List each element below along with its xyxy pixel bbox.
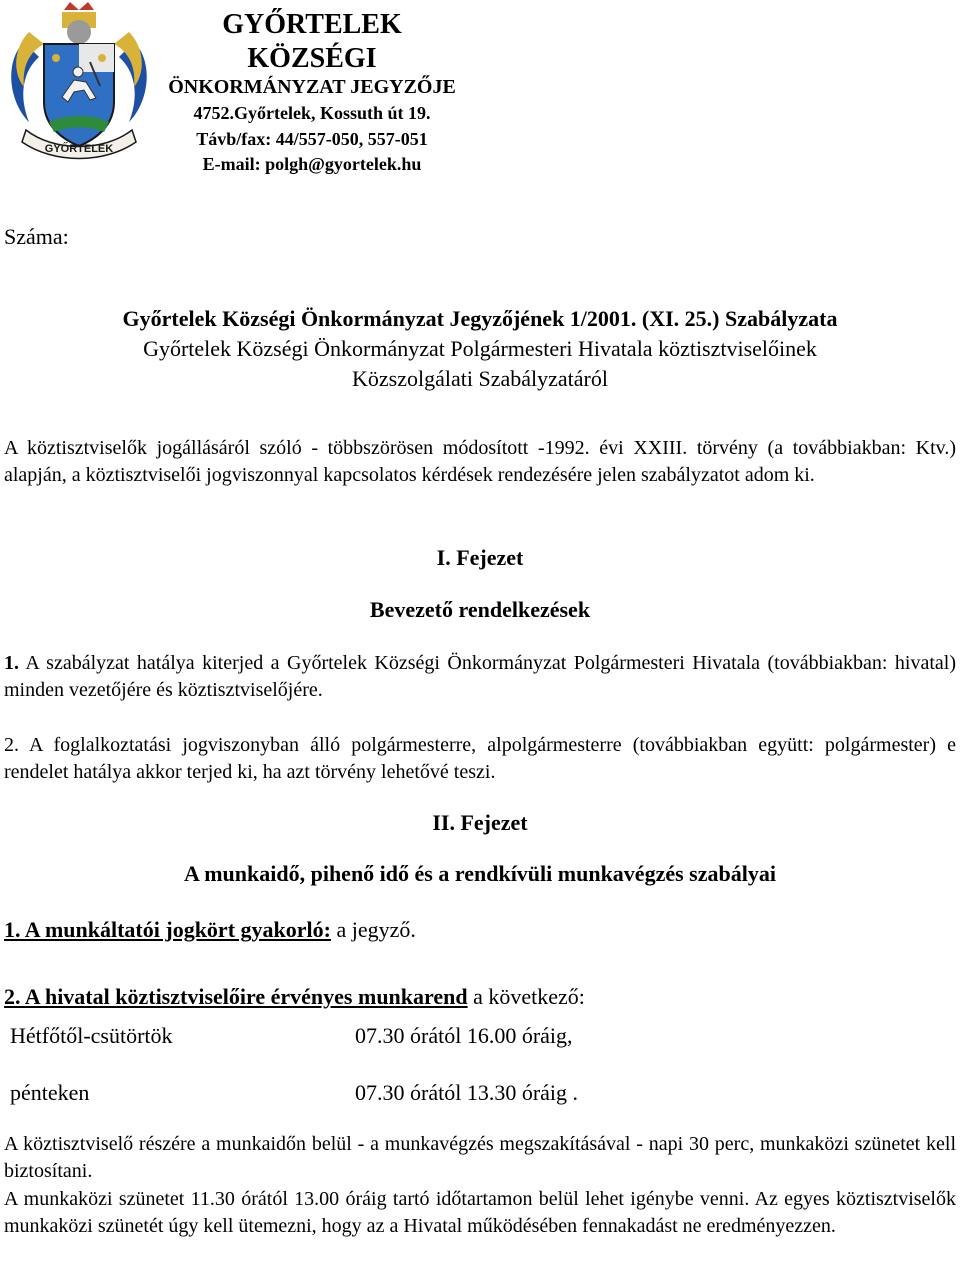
schedule-day: pénteken bbox=[10, 1080, 90, 1105]
chapter-1-paragraph-1 bbox=[4, 650, 956, 704]
chapter-2-subheading: A munkaidő, pihenő idő és a rendkívüli munkavégzés szabályai bbox=[184, 861, 776, 886]
item-2-label: 2. A hivatal köztisztviselőire érvényes munkarend bbox=[4, 984, 468, 1009]
chapter-1-heading: I. Fejezet bbox=[436, 545, 524, 570]
paragraph-text: A szabályzat hatálya kiterjed a Győrtelek Községi Önkormányzat Polgármesteri Hivatala (továbbiakban: hivatal) minden vezetőjére és köztisztviselőjére. bbox=[4, 652, 956, 701]
document-title bbox=[0, 304, 960, 394]
title-line-2: Győrtelek Községi Önkormányzat Polgármesteri Hivatala köztisztviselőinek bbox=[143, 336, 817, 361]
break-paragraph-1: A köztisztviselő részére a munkaidőn belül - a munkavégzés megszakításával - napi 30 perc, munkaközi szünetet kell biztosítani. bbox=[4, 1133, 956, 1182]
schedule-hours: 07.30 órától 13.30 óráig . bbox=[355, 1080, 579, 1105]
letterhead-email: E-mail: polgh@gyortelek.hu bbox=[202, 154, 422, 175]
chapter-2-heading: II. Fejezet bbox=[432, 810, 528, 835]
municipal-crest-logo bbox=[4, 2, 154, 162]
item-1-value: a jegyző. bbox=[330, 917, 416, 942]
item-1-label: 1. A munkáltatói jogkört gyakorló: bbox=[4, 917, 331, 942]
schedule-hours: 07.30 órától 16.00 óráig, bbox=[355, 1023, 573, 1048]
chapter-2-item-2 bbox=[4, 983, 956, 1010]
letterhead-title: GYŐRTELEK KÖZSÉGI bbox=[222, 9, 402, 74]
chapter-2-item-1 bbox=[4, 916, 956, 943]
title-line-3: Közszolgálati Szabályzatáról bbox=[352, 366, 608, 391]
schedule-day: Hétfőtől-csütörtök bbox=[10, 1023, 173, 1048]
document-number-label: Száma: bbox=[4, 224, 69, 249]
schedule-row bbox=[10, 1080, 579, 1106]
crest-banner-text: GYŐRTELEK bbox=[44, 143, 114, 155]
intro-paragraph: A köztisztviselők jogállásáról szóló - többszörösen módosított -1992. évi XXIII. törvény (a továbbiakban: Ktv.) alapján, a köztisztviselői jogviszonnyal kapcsolatos kérdések rendezésére jelen szabályzatot adom ki. bbox=[4, 437, 956, 486]
schedule-row bbox=[10, 1023, 573, 1049]
item-2-suffix: a következő: bbox=[467, 984, 585, 1009]
paragraph-number: 1. bbox=[4, 652, 19, 674]
letterhead-phone: Távb/fax: 44/557-050, 557-051 bbox=[196, 128, 428, 149]
title-line-1: Győrtelek Községi Önkormányzat Jegyzőjének 1/2001. (XI. 25.) Szabályzata bbox=[122, 306, 838, 331]
chapter-1-paragraph-2: 2. A foglalkoztatási jogviszonyban álló polgármesterre, alpolgármesterre (továbbiakban együtt: polgármester) e rendelet hatálya akkor terjed ki, ha azt törvény lehetővé teszi. bbox=[4, 734, 956, 783]
letterhead-address: 4752.Győrtelek, Kossuth út 19. bbox=[193, 103, 431, 124]
break-paragraph-2: A munkaközi szünetet 11.30 órától 13.00 óráig tartó időtartamon belül lehet igénybe venni. Az egyes köztisztviselők munkaközi szünetét úgy kell ütemezni, hogy az a Hivatal működésében fennakadást ne eredményezzen. bbox=[4, 1188, 956, 1237]
letterhead-subtitle: ÖNKORMÁNYZAT JEGYZŐJE bbox=[168, 76, 456, 99]
letterhead bbox=[162, 8, 462, 176]
chapter-1-subheading: Bevezető rendelkezések bbox=[369, 597, 591, 622]
